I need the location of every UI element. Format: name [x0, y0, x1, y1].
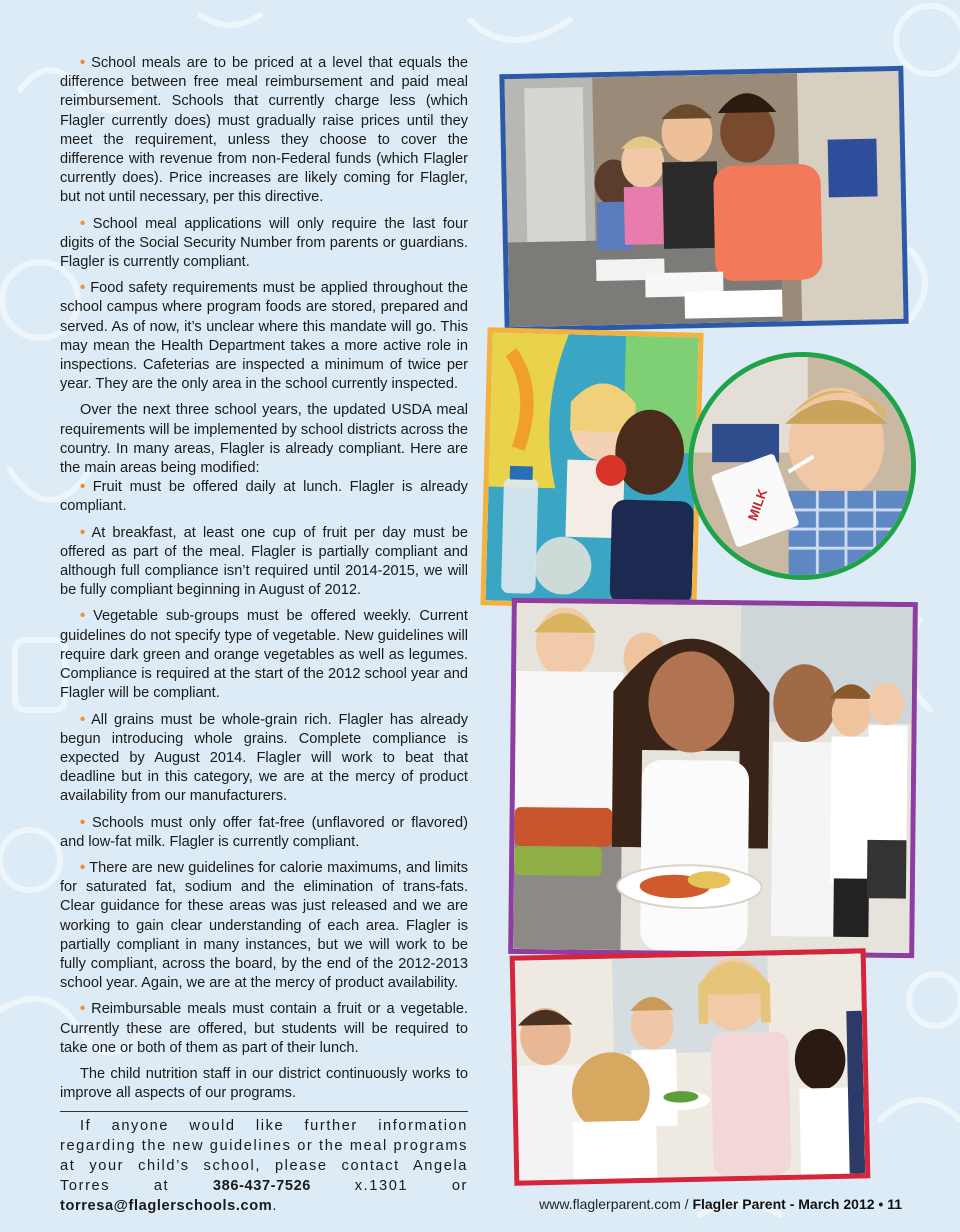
- article-column: [60, 54, 468, 1223]
- bullet-icon: •: [80, 1001, 86, 1018]
- photo-staff-serving: [510, 948, 871, 1185]
- bullet-icon: •: [80, 608, 86, 625]
- contact-phone: 386-437-7526: [212, 1178, 312, 1195]
- paragraph-school-meal-pricing: • School meals are to be priced at a level that equals the difference between free meal reimbursement and paid meal reimbursement. Schools that currently charge less (which Flagler currently does) must gradually raise prices until they meet the requirement, unless they choose to cover the difference with revenue from non-Federal funds (which Flagler currently does). Price increases are likely coming for Flagler, but not until necessary, per this directive.: [60, 55, 468, 206]
- photo-lunch-line: [499, 66, 908, 332]
- footer-publication: Flagler Parent - March 2012 • 11: [692, 1196, 902, 1212]
- paragraph-nutrition-staff: The child nutrition staff in our district continuously works to improve all aspects of our programs.: [60, 1065, 468, 1102]
- bullet-icon: •: [80, 479, 86, 496]
- milk-carton-label: MILK: [744, 486, 771, 523]
- bullet-icon: •: [80, 711, 86, 728]
- bullet-icon: •: [80, 524, 86, 541]
- paragraph-fruit-lunch: • Fruit must be offered daily at lunch. Flagler is already compliant.: [60, 479, 468, 515]
- paragraph-reimbursable-meals: • Reimbursable meals must contain a fruit or a vegetable. Currently these are offered, but students will be required to take one or both of them as part of their lunch.: [60, 1001, 468, 1056]
- paragraph-fruit-breakfast: • At breakfast, at least one cup of fruit per day must be offered as part of the meal. Flagler is partially compliant and although full compliance isn’t required until 2014-2015, we will be fully compliant beginning in August of 2012.: [60, 524, 468, 599]
- paragraph-meal-applications: • School meal applications will only require the last four digits of the Social Security Number from parents or guardians. Flagler is currently compliant.: [60, 215, 469, 271]
- bullet-icon: •: [80, 215, 86, 232]
- paragraph-whole-grains: • All grains must be whole-grain rich. Flagler has already begun introducing whole grains. Complete compliance is expected by August 2014. Flagler will work to beat that deadline but in this category, we are at the mercy of product availability from our manufacturers.: [60, 711, 469, 805]
- divider: [60, 1111, 468, 1112]
- bullet-icon: •: [80, 859, 86, 876]
- photo-kids-eating: [480, 327, 703, 611]
- bullet-icon: •: [80, 55, 86, 71]
- footer-website-link[interactable]: www.flaglerparent.com /: [539, 1196, 689, 1212]
- paragraph-vegetables: • Vegetable sub-groups must be offered weekly. Current guidelines do not specify type of vegetable. New guidelines will require dark green and orange vegetables as well as legumes. Compliance is required at the start of the 2012 school year and Flagler will be compliant.: [60, 608, 468, 702]
- paragraph-milk: • Schools must only offer fat-free (unflavored or flavored) and low-fat milk. Flagler is currently compliant.: [60, 814, 468, 850]
- page-footer: [539, 1196, 902, 1212]
- bullet-icon: •: [80, 280, 86, 297]
- paragraph-usda-overview: Over the next three school years, the updated USDA meal requirements will be implemented by school districts across the country. In many areas, Flagler is already compliant. Here are the main areas being modified:: [60, 402, 468, 477]
- contact-email-link[interactable]: torresa@flaglerschools.com: [60, 1198, 273, 1215]
- photo-girl-with-plate: [508, 598, 918, 958]
- contact-paragraph: If anyone would like further information regarding the new guidelines or the meal programs at your child’s school, please contact Angela Torres at 386-437-7526 x.1301 or torresa@flaglerschools.com.: [60, 1118, 469, 1215]
- photo-boy-milk: [688, 352, 916, 580]
- paragraph-calorie-limits: • There are new guidelines for calorie maximums, and limits for saturated fat, sodium and the elimination of trans-fats. Clear guidance for these areas was just released and we are working to gain clear understanding of each area. Flagler is partially compliant in many instances, but we will work to be fully compliant, across the board, by the end of the 2012-2013 school year. Again, we are at the mercy of product availability.: [60, 859, 468, 992]
- paragraph-food-safety: • Food safety requirements must be applied throughout the school campus where program foods are stored, prepared and served. As of now, it’s unclear where this mandate will go. This may mean the Health Department takes a more active role in inspections. Cafeterias are inspected a minimum of twice per year. They are the only area in the school currently inspected.: [60, 280, 468, 393]
- bullet-icon: •: [80, 814, 86, 831]
